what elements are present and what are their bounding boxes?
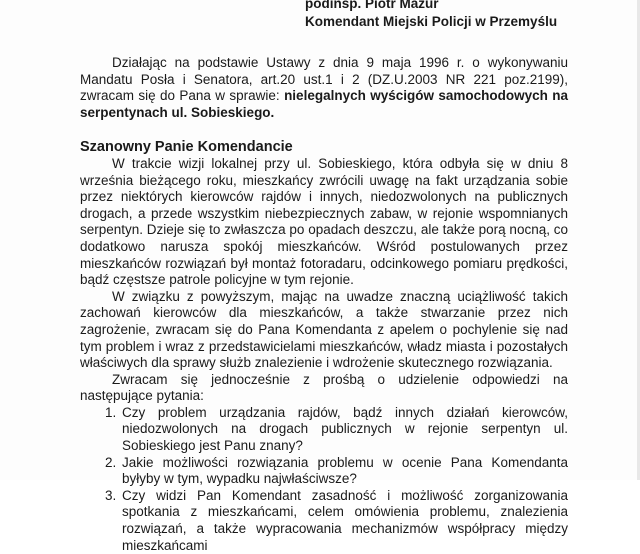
question-item: 2. Jakie możliwości rozwiązania problemu w ocenie Pana Komendanta byłyby w tym, wypadku najwłaściwsze? xyxy=(120,455,568,488)
intro-text: Działając na podstawie Ustawy z dnia 9 maja 1996 r. o wykonywaniu Mandatu Posła i Senatora, art.20 ust.1 i 2 (DZ.U.2003 NR 221 poz.2199), zwracam się do Pana w sprawie: xyxy=(80,55,568,104)
question-item: 3. Czy widzi Pan Komendant zasadność i możliwość zorganizowania spotkania z mieszkańcami, celem omówienia problemu, znalezienia rozwiązań, a także wypracowania mechanizmów współpracy między mieszkańcami xyxy=(120,488,568,554)
question-list xyxy=(80,405,568,554)
paragraph-1: W trakcie wizji lokalnej przy ul. Sobieskiego, która odbyła się w dniu 8 września bieżącego roku, mieszkańcy zwrócili uwagę na fakt urządzania sobie przez niektórych kierowców rajdów i innych, niedozwolonych na publicznych drogach, a przede wszystkim niebezpiecznych zabaw, w rejonie wspomnianych serpentyn. Dzieje się to zwłaszcza po opadach deszczu, ale także porą nocną, co dodatkowo narusza spokój mieszkańców. Wśród postulowanych przez mieszkańców rozwiązań był montaż fotoradaru, odcinkowego pomiaru prędkości, bądź częstsze patrole policyjne w tym rejonie. xyxy=(80,155,568,288)
recipient-title: Komendant Miejski Policji w Przemyślu xyxy=(305,14,558,29)
paragraph-2: W związku z powyższym, mając na uwadze znaczną uciążliwość takich zachowań kierowców dla mieszkańców, a także stwarzanie przez nich zagrożenie, zwracam się do Pana Komendanta z apelem o pochylenie się nad tym problem i wraz z przedstawicielami mieszkańców, władz miasta i pozostałych właściwych dla sprawy służb znalezienie i wdrożenie skutecznego rozwiązania. xyxy=(80,288,568,371)
salutation: Szanowny Panie Komendancie xyxy=(80,139,293,156)
intro-paragraph xyxy=(80,55,568,121)
recipient-block xyxy=(305,0,557,31)
letter-body xyxy=(80,55,568,554)
question-item: 1. Czy problem urządzania rajdów, bądź innych działań kierowców, niedozwolonych na drogach publicznych w rejonie serpentyn ul. Sobieskiego jest Panu znany? xyxy=(120,405,568,455)
recipient-name: podinsp. Piotr Mazur xyxy=(305,0,439,11)
intro-subject: nielegalnych wyścigów samochodowych na serpentynach ul. Sobieskiego. xyxy=(80,88,568,120)
paragraph-3: Zwracam się jednocześnie z prośbą o udzielenie odpowiedzi na następujące pytania: xyxy=(80,371,568,404)
